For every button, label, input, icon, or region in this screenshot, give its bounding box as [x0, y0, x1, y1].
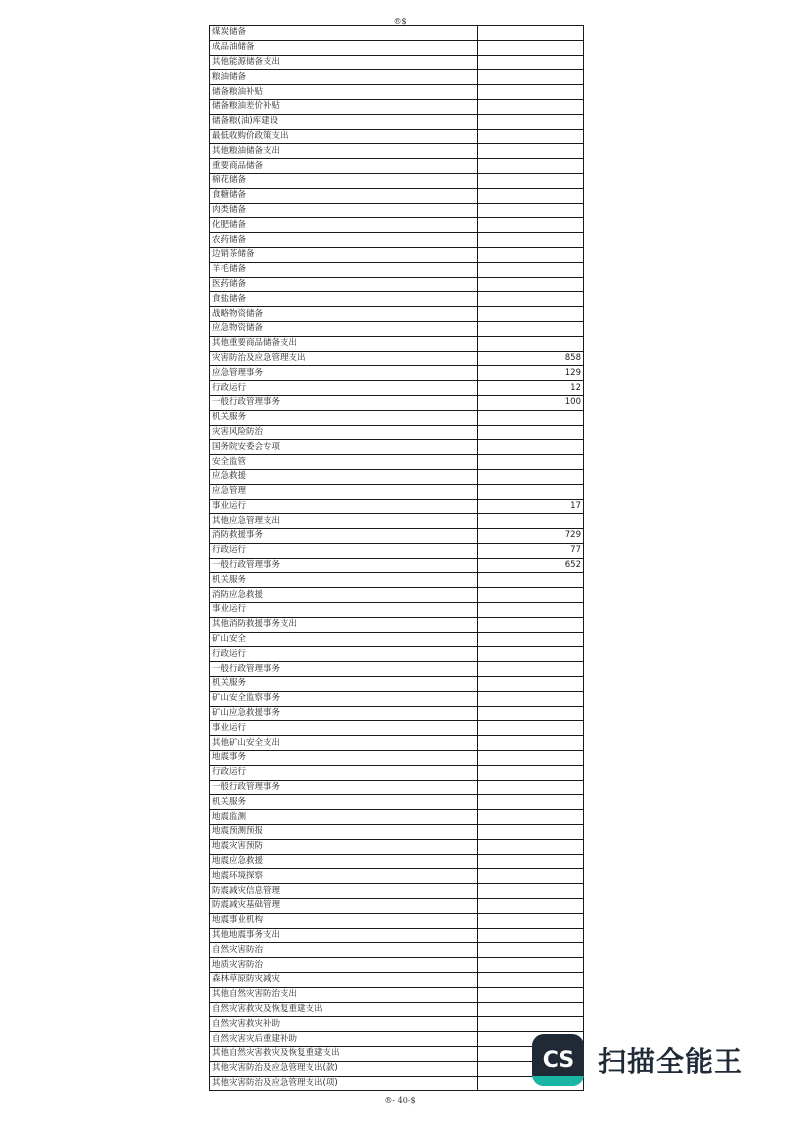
table-row	[210, 159, 584, 174]
row-label: 食盐储备	[210, 292, 478, 307]
page-header-mark: ®$	[393, 17, 407, 26]
row-value: 652	[478, 558, 584, 573]
row-label: 事业运行	[210, 721, 478, 736]
row-label: 一般行政管理事务	[210, 662, 478, 677]
table-row	[210, 795, 584, 810]
table-row	[210, 336, 584, 351]
row-label: 地震预测预报	[210, 825, 478, 840]
row-value	[478, 99, 584, 114]
row-value: 77	[478, 543, 584, 558]
row-value	[478, 706, 584, 721]
row-label: 自然灾害防治	[210, 943, 478, 958]
table-row	[210, 810, 584, 825]
table-row	[210, 899, 584, 914]
row-label: 其他灾害防治及应急管理支出(款)	[210, 1061, 478, 1076]
row-label: 储备粮油补贴	[210, 85, 478, 100]
page-footer-mark: ®- 40-$	[384, 1096, 416, 1105]
camscanner-logo-icon	[532, 1034, 584, 1086]
row-value	[478, 277, 584, 292]
row-value	[478, 440, 584, 455]
row-label: 消防救援事务	[210, 529, 478, 544]
table-row	[210, 721, 584, 736]
row-label: 机关服务	[210, 410, 478, 425]
table-row	[210, 884, 584, 899]
row-value	[478, 588, 584, 603]
row-value	[478, 973, 584, 988]
row-label: 灾害防治及应急管理支出	[210, 351, 478, 366]
row-value	[478, 647, 584, 662]
row-label: 煤炭储备	[210, 26, 478, 41]
row-label: 矿山安全监察事务	[210, 691, 478, 706]
row-label: 防震减灾基础管理	[210, 899, 478, 914]
row-label: 羊毛储备	[210, 262, 478, 277]
row-label: 森林草原防灾减灾	[210, 973, 478, 988]
table-row	[210, 854, 584, 869]
table-row	[210, 987, 584, 1002]
row-value: 129	[478, 366, 584, 381]
row-label: 其他能源储备支出	[210, 55, 478, 70]
row-value: 729	[478, 529, 584, 544]
row-value	[478, 869, 584, 884]
row-value	[478, 233, 584, 248]
row-value	[478, 1002, 584, 1017]
table-row	[210, 1032, 584, 1047]
table-row	[210, 1002, 584, 1017]
table-row	[210, 173, 584, 188]
row-value	[478, 292, 584, 307]
row-value	[478, 321, 584, 336]
row-value	[478, 884, 584, 899]
table-row	[210, 780, 584, 795]
row-label: 成品油储备	[210, 40, 478, 55]
row-label: 化肥储备	[210, 218, 478, 233]
row-label: 机关服务	[210, 677, 478, 692]
row-value	[478, 307, 584, 322]
row-label: 地震监测	[210, 810, 478, 825]
row-label: 自然灾害救灾及恢复重建支出	[210, 1002, 478, 1017]
table-row	[210, 70, 584, 85]
row-value	[478, 70, 584, 85]
row-label: 其他粮油储备支出	[210, 144, 478, 159]
row-label: 应急物资储备	[210, 321, 478, 336]
table-row	[210, 973, 584, 988]
row-value	[478, 425, 584, 440]
table-row	[210, 129, 584, 144]
table-row	[210, 573, 584, 588]
table-row	[210, 40, 584, 55]
row-value	[478, 617, 584, 632]
row-value	[478, 469, 584, 484]
budget-table	[209, 25, 584, 1091]
table-row	[210, 85, 584, 100]
table-row	[210, 144, 584, 159]
row-label: 事业运行	[210, 603, 478, 618]
row-value	[478, 55, 584, 70]
watermark-logo-text: CS	[542, 1047, 574, 1073]
table-row	[210, 632, 584, 647]
row-value	[478, 129, 584, 144]
row-label: 其他地震事务支出	[210, 928, 478, 943]
row-label: 机关服务	[210, 573, 478, 588]
row-value	[478, 677, 584, 692]
table-row	[210, 529, 584, 544]
row-value	[478, 410, 584, 425]
row-label: 行政运行	[210, 381, 478, 396]
table-row	[210, 410, 584, 425]
row-label: 国务院安委会专项	[210, 440, 478, 455]
row-label: 医药储备	[210, 277, 478, 292]
row-value	[478, 173, 584, 188]
row-label: 机关服务	[210, 795, 478, 810]
row-value	[478, 144, 584, 159]
row-value	[478, 751, 584, 766]
row-value	[478, 336, 584, 351]
table-row	[210, 677, 584, 692]
row-label: 灾害风险防治	[210, 425, 478, 440]
row-value	[478, 26, 584, 41]
row-value	[478, 40, 584, 55]
row-value	[478, 958, 584, 973]
row-label: 最低收购价政策支出	[210, 129, 478, 144]
row-value	[478, 943, 584, 958]
row-label: 一般行政管理事务	[210, 395, 478, 410]
table-row	[210, 928, 584, 943]
row-label: 防震减灾信息管理	[210, 884, 478, 899]
table-row	[210, 499, 584, 514]
table-row	[210, 351, 584, 366]
row-label: 其他重要商品储备支出	[210, 336, 478, 351]
row-label: 肉类储备	[210, 203, 478, 218]
row-value	[478, 188, 584, 203]
table-row	[210, 233, 584, 248]
row-label: 储备粮(油)库建设	[210, 114, 478, 129]
row-label: 矿山安全	[210, 632, 478, 647]
row-label: 行政运行	[210, 647, 478, 662]
row-label: 事业运行	[210, 499, 478, 514]
row-value	[478, 247, 584, 262]
row-value	[478, 987, 584, 1002]
table-row	[210, 188, 584, 203]
row-value	[478, 603, 584, 618]
table-row	[210, 736, 584, 751]
table-row	[210, 307, 584, 322]
row-label: 其他自然灾害防治支出	[210, 987, 478, 1002]
table-row	[210, 588, 584, 603]
row-label: 矿山应急救援事务	[210, 706, 478, 721]
row-value	[478, 203, 584, 218]
table-row	[210, 706, 584, 721]
row-value	[478, 780, 584, 795]
row-value	[478, 85, 584, 100]
table-row	[210, 765, 584, 780]
row-label: 粮油储备	[210, 70, 478, 85]
table-row	[210, 262, 584, 277]
watermark-text: 扫描全能王	[598, 1045, 744, 1078]
row-value	[478, 662, 584, 677]
row-label: 重要商品储备	[210, 159, 478, 174]
row-label: 自然灾害救灾补助	[210, 1017, 478, 1032]
row-value	[478, 262, 584, 277]
table-row	[210, 825, 584, 840]
table-row	[210, 617, 584, 632]
table-row	[210, 425, 584, 440]
row-value	[478, 736, 584, 751]
table-row	[210, 839, 584, 854]
row-label: 消防应急救援	[210, 588, 478, 603]
row-value	[478, 795, 584, 810]
row-label: 安全监管	[210, 455, 478, 470]
row-label: 地质灾害防治	[210, 958, 478, 973]
row-value	[478, 484, 584, 499]
row-value	[478, 514, 584, 529]
table-row	[210, 455, 584, 470]
row-label: 自然灾害灾后重建补助	[210, 1032, 478, 1047]
row-value	[478, 218, 584, 233]
row-label: 其他消防救援事务支出	[210, 617, 478, 632]
row-value	[478, 913, 584, 928]
row-label: 行政运行	[210, 765, 478, 780]
table-row	[210, 395, 584, 410]
table-row	[210, 292, 584, 307]
table-row	[210, 751, 584, 766]
table-row	[210, 203, 584, 218]
row-value	[478, 839, 584, 854]
table-row	[210, 943, 584, 958]
table-row	[210, 558, 584, 573]
row-label: 一般行政管理事务	[210, 780, 478, 795]
table-row	[210, 469, 584, 484]
row-label: 地震事务	[210, 751, 478, 766]
row-label: 其他应急管理支出	[210, 514, 478, 529]
table-row	[210, 958, 584, 973]
row-value	[478, 159, 584, 174]
row-label: 棉花储备	[210, 173, 478, 188]
row-label: 农药储备	[210, 233, 478, 248]
row-value	[478, 928, 584, 943]
table-row	[210, 218, 584, 233]
row-value	[478, 455, 584, 470]
row-label: 应急管理	[210, 484, 478, 499]
row-label: 其他自然灾害救灾及恢复重建支出	[210, 1046, 478, 1061]
table-row	[210, 603, 584, 618]
table-row	[210, 1061, 584, 1076]
row-value: 17	[478, 499, 584, 514]
table-row	[210, 514, 584, 529]
row-value	[478, 1017, 584, 1032]
table-row	[210, 381, 584, 396]
table-row	[210, 99, 584, 114]
table-row	[210, 440, 584, 455]
row-value	[478, 721, 584, 736]
table-row	[210, 662, 584, 677]
row-value: 858	[478, 351, 584, 366]
table-row	[210, 869, 584, 884]
table-row	[210, 55, 584, 70]
row-label: 地震事业机构	[210, 913, 478, 928]
row-label: 其他矿山安全支出	[210, 736, 478, 751]
row-label: 战略物资储备	[210, 307, 478, 322]
row-label: 边销茶储备	[210, 247, 478, 262]
row-label: 地震应急救援	[210, 854, 478, 869]
row-label: 食糖储备	[210, 188, 478, 203]
table-row	[210, 247, 584, 262]
row-value	[478, 825, 584, 840]
row-value	[478, 632, 584, 647]
table-row	[210, 913, 584, 928]
table-row	[210, 1017, 584, 1032]
table-row	[210, 277, 584, 292]
row-label: 应急救援	[210, 469, 478, 484]
row-value	[478, 899, 584, 914]
table-row	[210, 26, 584, 41]
row-label: 其他灾害防治及应急管理支出(项)	[210, 1076, 478, 1091]
row-label: 行政运行	[210, 543, 478, 558]
watermark-logo-stripe	[532, 1076, 584, 1086]
row-label: 地震环境探察	[210, 869, 478, 884]
table-row	[210, 543, 584, 558]
row-value: 100	[478, 395, 584, 410]
row-value	[478, 765, 584, 780]
budget-table-body	[210, 26, 584, 1091]
row-value	[478, 691, 584, 706]
row-label: 地震灾害预防	[210, 839, 478, 854]
row-value	[478, 854, 584, 869]
table-row	[210, 321, 584, 336]
row-label: 储备粮油差价补贴	[210, 99, 478, 114]
row-value	[478, 573, 584, 588]
row-value: 12	[478, 381, 584, 396]
table-row	[210, 1076, 584, 1091]
table-row	[210, 647, 584, 662]
row-label: 一般行政管理事务	[210, 558, 478, 573]
table-row	[210, 366, 584, 381]
table-row	[210, 114, 584, 129]
table-row	[210, 1046, 584, 1061]
table-row	[210, 691, 584, 706]
row-value	[478, 114, 584, 129]
table-row	[210, 484, 584, 499]
scanner-watermark	[532, 1034, 743, 1086]
row-value	[478, 810, 584, 825]
row-label: 应急管理事务	[210, 366, 478, 381]
